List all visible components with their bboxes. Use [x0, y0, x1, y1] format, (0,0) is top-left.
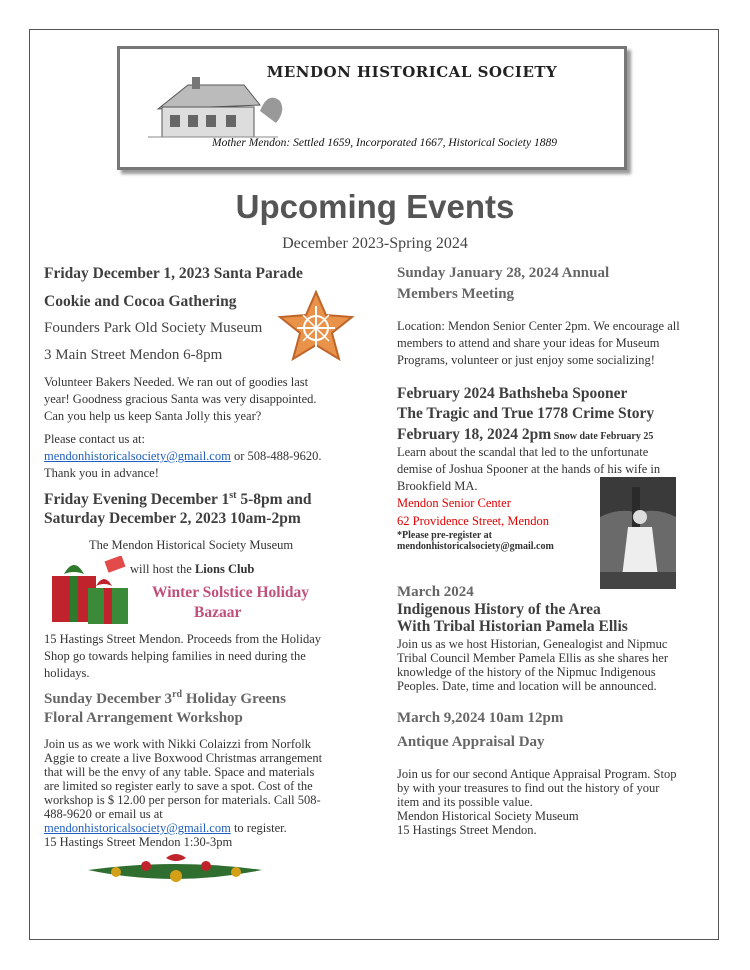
event-heading: With Tribal Historian Pamela Ellis: [397, 618, 628, 635]
event-heading: March 9,2024 10am 12pm: [397, 710, 564, 726]
page-subtitle: December 2023-Spring 2024: [282, 235, 468, 252]
event-text: item and its possible value.: [397, 795, 533, 809]
preregister-email: mendonhistoricalsociety@gmail.com: [397, 541, 554, 552]
society-title: MENDON HISTORICAL SOCIETY: [266, 63, 558, 81]
gift-icon: [50, 556, 132, 626]
event-text: workshop is $ 12.00 per person for materials. Call 508-: [44, 793, 321, 807]
preregister-note: *Please pre-register at: [397, 530, 492, 541]
event-text: Brookfield MA.: [397, 479, 478, 493]
event-heading: Antique Appraisal Day: [397, 734, 545, 750]
event-heading: Friday Evening December 1st 5-8pm and: [44, 490, 312, 509]
event-heading: Sunday December 3rd Holiday Greens: [44, 689, 286, 707]
email-link[interactable]: mendonhistoricalsociety@gmail.com: [44, 449, 231, 463]
header-banner: [117, 46, 627, 170]
event-text: will host the Lions Club: [130, 562, 255, 576]
event-text: holidays.: [44, 666, 90, 680]
event-text: Aggie to create a live Boxwood Christmas arrangement: [44, 751, 323, 765]
event-text: Join us as we host Historian, Genealogist and Nipmuc: [397, 637, 668, 651]
tagline: Mother Mendon: Settled 1659, Incorporated 1667, Historical Society 1889: [212, 137, 557, 149]
event-text: year! Goodness gracious Santa was very disappointed.: [44, 392, 317, 406]
garland-icon: [86, 850, 264, 890]
spooner-portrait-image: [600, 477, 676, 589]
event-heading: Members Meeting: [397, 286, 515, 302]
event-heading: February 18, 2024 2pm Snow date February 25: [397, 426, 654, 443]
event-text: Join us for our second Antique Appraisal Program. Stop: [397, 767, 677, 781]
event-text: 15 Hastings Street Mendon. Proceeds from the Holiday: [44, 632, 322, 646]
event-heading: Friday December 1, 2023 Santa Parade: [44, 265, 303, 282]
event-text: members to attend and share your ideas for Museum: [397, 336, 660, 350]
event-heading: Sunday January 28, 2024 Annual: [397, 265, 610, 281]
event-heading: Saturday December 2, 2023 10am-2pm: [44, 510, 301, 527]
event-text: Can you help us keep Santa Jolly this year?: [44, 409, 262, 423]
event-text: Peoples. Date, time and location will be announced.: [397, 679, 657, 693]
email-link[interactable]: mendonhistoricalsociety@gmail.com: [44, 821, 231, 835]
bazaar-title: Bazaar: [194, 604, 242, 621]
event-location: Mendon Historical Society Museum: [397, 809, 579, 823]
event-text: by with your treasures to find out the history of your: [397, 781, 660, 795]
register-text: to register.: [230, 821, 287, 835]
phone-text: or 508-488-9620.: [230, 449, 322, 463]
event-text: that will be the envy of any table. Space and materials: [44, 765, 315, 779]
event-heading: Indigenous History of the Area: [397, 601, 601, 618]
event-address: 15 Hastings Street Mendon 1:30-3pm: [44, 835, 233, 849]
event-text: Please contact us at:: [44, 432, 146, 446]
event-address: 15 Hastings Street Mendon.: [397, 823, 537, 837]
event-address: 62 Providence Street, Mendon: [397, 514, 550, 528]
event-text: Thank you in advance!: [44, 466, 159, 480]
event-text: Join us as we work with Nikki Colaizzi from Norfolk: [44, 737, 311, 751]
event-text: demise of Joshua Spooner at the hands of his wife in: [397, 462, 661, 476]
house-sketch-icon: [148, 71, 288, 141]
event-text: Volunteer Bakers Needed. We ran out of goodies last: [44, 375, 309, 389]
event-location: Mendon Senior Center: [397, 496, 511, 510]
event-location: Founders Park Old Society Museum: [44, 320, 263, 336]
event-heading: The Tragic and True 1778 Crime Story: [397, 405, 655, 422]
event-text: Learn about the scandal that led to the unfortunate: [397, 445, 649, 459]
event-text: Programs, volunteer or just enjoy some socializing!: [397, 353, 655, 367]
page-title: Upcoming Events: [235, 188, 515, 225]
event-heading: March 2024: [397, 584, 474, 600]
event-text: Tribal Council Member Pamela Ellis as she shares her: [397, 651, 669, 665]
event-address: 3 Main Street Mendon 6-8pm: [44, 347, 223, 363]
event-text: knowledge of the history of the Nipmuc Indigenous: [397, 665, 656, 679]
event-text: Location: Mendon Senior Center 2pm. We encourage all: [397, 319, 680, 333]
event-text: 488-9620 or email us at: [44, 807, 163, 821]
event-text: The Mendon Historical Society Museum: [89, 538, 294, 552]
event-text: Shop go towards helping families in need during the: [44, 649, 306, 663]
cookie-icon: [277, 290, 355, 362]
event-text: are limited so register early to save a spot. Cost of the: [44, 779, 313, 793]
event-heading: Floral Arrangement Workshop: [44, 710, 243, 726]
event-heading: Cookie and Cocoa Gathering: [44, 293, 237, 310]
bazaar-title: Winter Solstice Holiday: [152, 584, 310, 601]
event-heading: February 2024 Bathsheba Spooner: [397, 385, 628, 402]
